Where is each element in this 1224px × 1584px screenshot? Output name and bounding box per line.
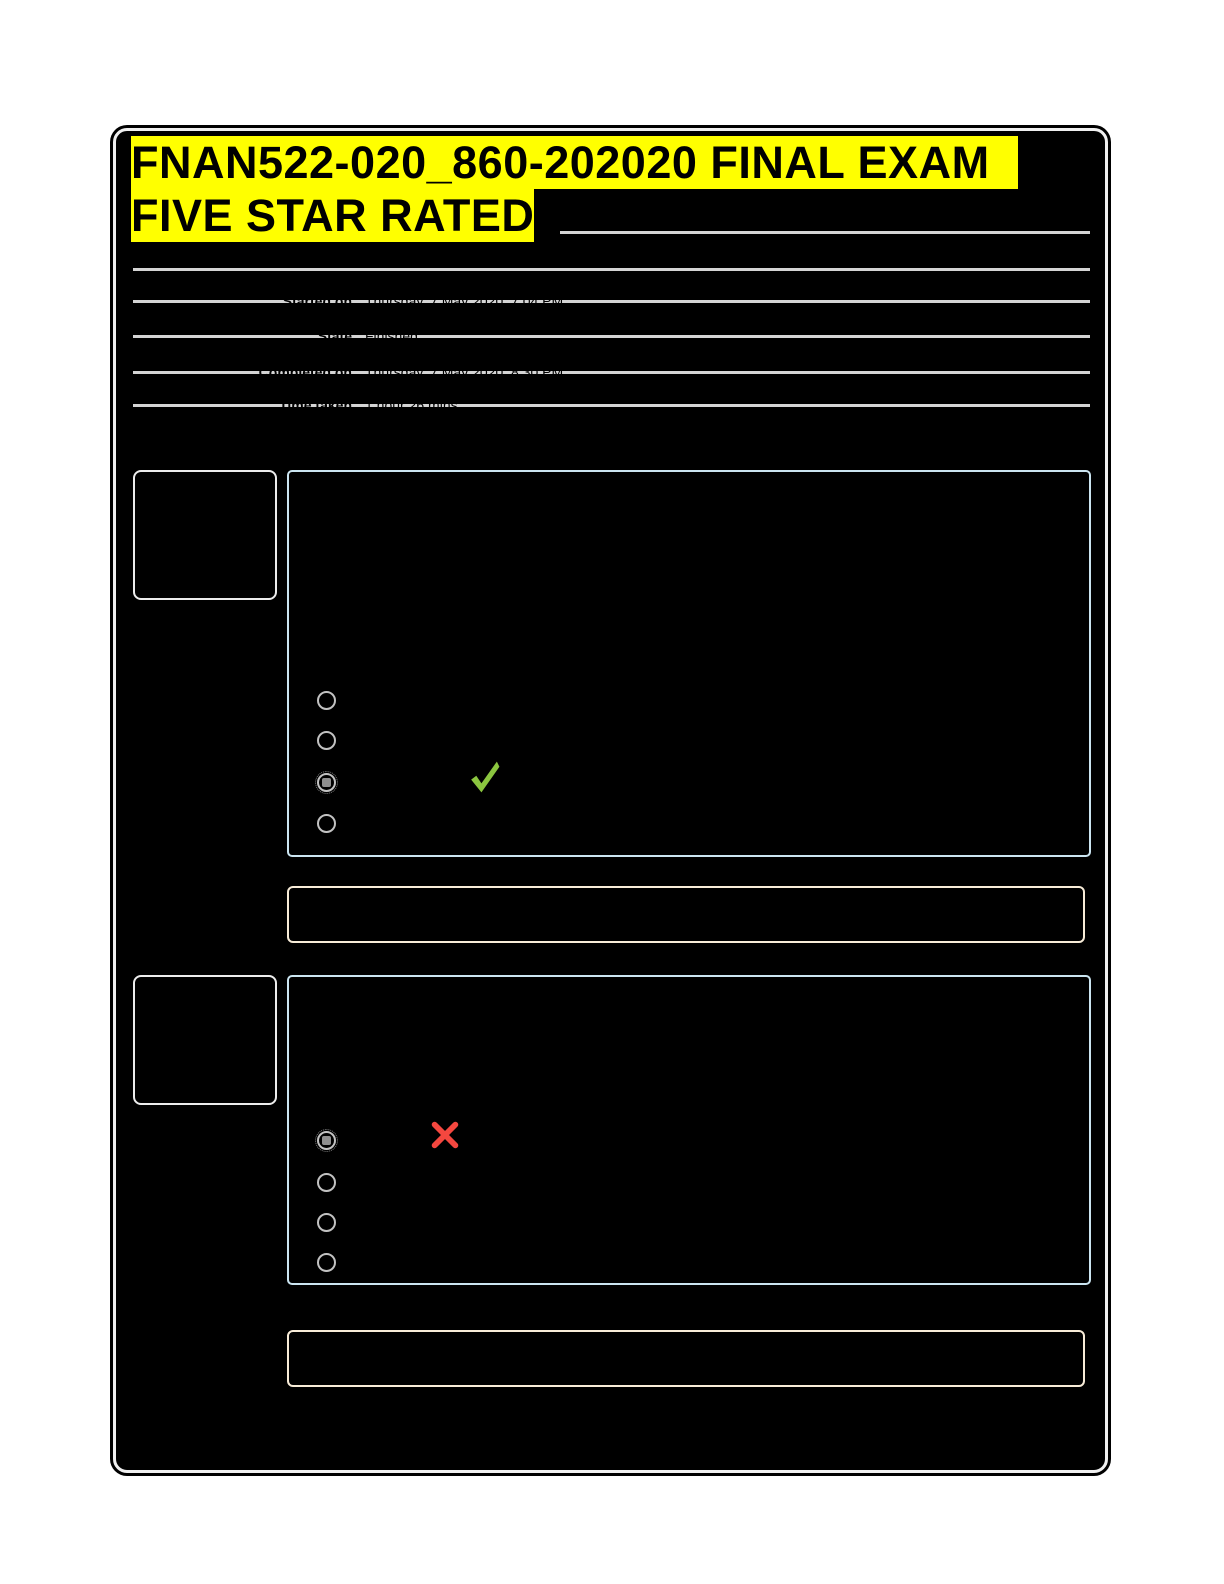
meta-value: 1 hour 26 mins	[365, 397, 458, 413]
meta-label: Started on	[282, 293, 352, 309]
divider-line	[133, 268, 1090, 271]
question-2-option-1-radio[interactable]	[317, 1131, 336, 1150]
question-2-option-2-radio[interactable]	[317, 1173, 336, 1192]
question-1-box	[287, 470, 1091, 857]
question-1-feedback-box	[287, 886, 1085, 943]
page-title	[131, 136, 1018, 242]
meta-value: Thursday, 7 May 2020, 8:30 PM	[365, 364, 564, 380]
meta-value: Finished	[365, 328, 418, 344]
red-cross-icon	[430, 1120, 460, 1150]
question-1-info-box	[133, 470, 277, 600]
meta-label: State	[317, 328, 352, 344]
green-check-icon	[466, 759, 502, 795]
question-1-option-3-radio[interactable]	[317, 773, 336, 792]
question-2-option-4-radio[interactable]	[317, 1253, 336, 1272]
question-2-info-box	[133, 975, 277, 1105]
question-2-option-3-radio[interactable]	[317, 1213, 336, 1232]
question-1-option-1-radio[interactable]	[317, 691, 336, 710]
meta-value: Thursday, 7 May 2020, 7:04 PM	[365, 293, 564, 309]
question-2-feedback-box	[287, 1330, 1085, 1387]
exam-page	[113, 128, 1108, 1473]
meta-label: Completed on	[258, 364, 352, 380]
question-1-option-4-radio[interactable]	[317, 814, 336, 833]
exam-title-line-2: FIVE STAR RATED	[131, 190, 535, 241]
question-2-box	[287, 975, 1091, 1285]
exam-title-line-1: FNAN522-020_860-202020 FINAL EXAM	[131, 136, 1018, 189]
meta-label: Time taken	[279, 397, 352, 413]
question-1-option-2-radio[interactable]	[317, 731, 336, 750]
